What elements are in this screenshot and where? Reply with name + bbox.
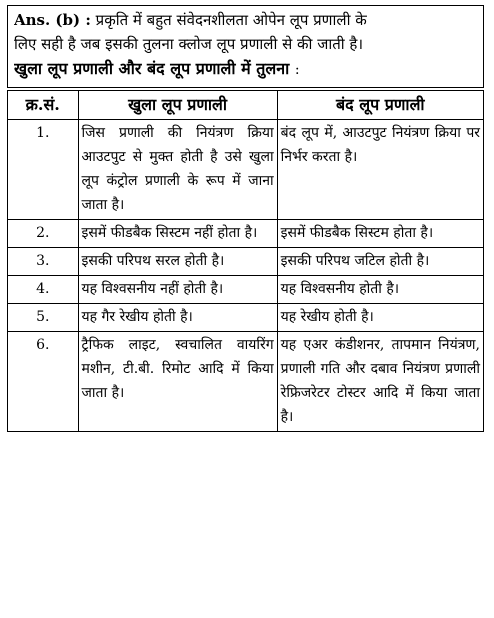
comparison-heading-text: खुला लूप प्रणाली और बंद लूप प्रणाली में तुलना [14, 59, 290, 78]
answer-line-2 [14, 32, 477, 56]
row-serial-number: 5. [8, 304, 79, 332]
row-serial-number: 1. [8, 120, 79, 220]
table-row [8, 248, 484, 276]
table-row [8, 332, 484, 432]
table-header-row [8, 91, 484, 120]
row-open-loop-text: यह विश्वसनीय नहीं होती है। [78, 276, 277, 304]
row-closed-loop-text: बंद लूप में, आउटपुट नियंत्रण क्रिया पर निर्भर करता है। [277, 120, 483, 220]
row-closed-loop-text: यह एअर कंडीशनर, तापमान नियंत्रण, प्रणाली गति और दबाव नियंत्रण प्रणाली रेफ्रिजरेटर टोस्टर आदि में किया जाता है। [277, 332, 483, 432]
header-open-loop: खुला लूप प्रणाली [78, 91, 277, 120]
row-serial-number: 3. [8, 248, 79, 276]
row-closed-loop-text: इसमें फीडबैक सिस्टम होता है। [277, 220, 483, 248]
row-open-loop-text: इसकी परिपथ सरल होती है। [78, 248, 277, 276]
answer-text-2: लिए सही है जब इसकी तुलना क्लोज लूप प्रणाली से की जाती है। [14, 35, 364, 53]
header-closed-loop: बंद लूप प्रणाली [277, 91, 483, 120]
answer-box [7, 5, 484, 88]
table-row [8, 304, 484, 332]
row-open-loop-text: इसमें फीडबैक सिस्टम नहीं होता है। [78, 220, 277, 248]
header-serial-number: क्र.सं. [8, 91, 79, 120]
row-closed-loop-text: यह विश्वसनीय होती है। [277, 276, 483, 304]
comparison-heading-colon: : [294, 62, 300, 78]
row-open-loop-text: यह गैर रेखीय होती है। [78, 304, 277, 332]
answer-line-1 [14, 8, 477, 32]
table-row [8, 276, 484, 304]
table-row [8, 220, 484, 248]
row-serial-number: 2. [8, 220, 79, 248]
row-closed-loop-text: इसकी परिपथ जटिल होती है। [277, 248, 483, 276]
table-row [8, 120, 484, 220]
comparison-heading [14, 56, 477, 83]
row-closed-loop-text: यह रेखीय होती है। [277, 304, 483, 332]
answer-text-1: प्रकृति में बहुत संवेदनशीलता ओपेन लूप प्रणाली के [95, 11, 367, 29]
answer-label: Ans. (b) : [14, 11, 91, 29]
row-serial-number: 4. [8, 276, 79, 304]
row-serial-number: 6. [8, 332, 79, 432]
row-open-loop-text: जिस प्रणाली की नियंत्रण क्रिया आउटपुट से मुक्त होती है उसे खुला लूप कंट्रोल प्रणाली के रूप में जाना जाता है। [78, 120, 277, 220]
comparison-table [7, 90, 484, 432]
row-open-loop-text: ट्रैफिक लाइट, स्वचालित वायरिंग मशीन, टी.बी. रिमोट आदि में किया जाता है। [78, 332, 277, 432]
